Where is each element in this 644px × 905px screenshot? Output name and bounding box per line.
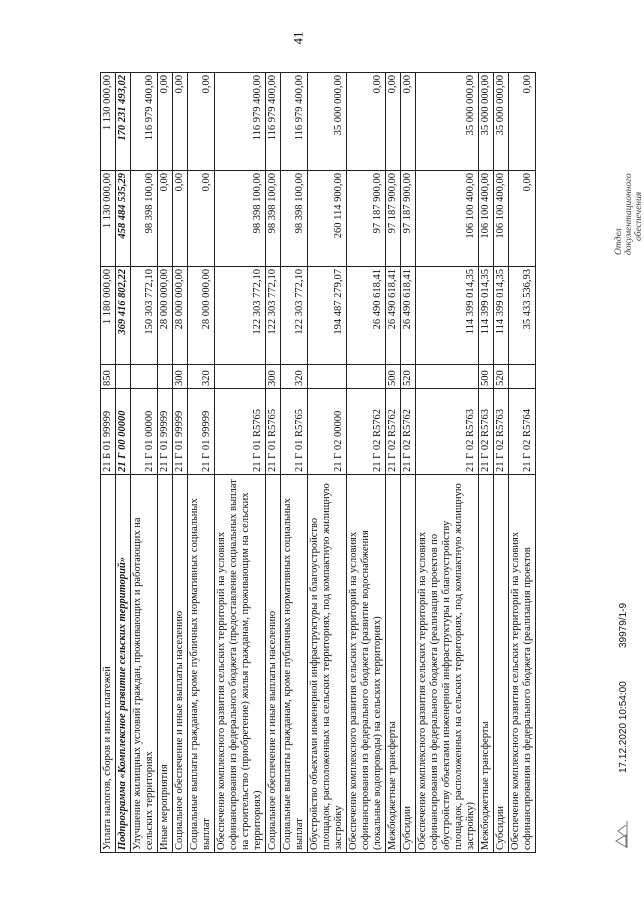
row-code-cell: 21 Г 01 00000	[131, 389, 158, 475]
row-amount-2023-cell: 0,00	[509, 73, 536, 171]
row-amount-2022-cell: 98 398 100,00	[215, 171, 266, 267]
row-expense-type-cell: 520	[494, 365, 509, 389]
row-amount-2021-cell: 122 303 772,10	[266, 267, 281, 365]
row-code-cell: 21 Г 01 99999	[173, 389, 188, 475]
table-row	[308, 73, 347, 853]
row-expense-type-cell: 320	[281, 365, 308, 389]
row-amount-2022-cell: 97 187 900,00	[347, 171, 386, 267]
table-row	[416, 73, 479, 853]
row-name-cell: Социальное обеспечение и иные выплаты населению	[173, 475, 188, 853]
row-amount-2021-cell: 369 416 802,22	[116, 267, 131, 365]
row-code-cell: 21 Г 02 R5762	[347, 389, 386, 475]
row-code-cell: 21 Г 00 00000	[116, 389, 131, 475]
row-name-cell: Межбюджетные трансферты	[479, 475, 494, 853]
row-name-cell: Социальные выплаты гражданам, кроме публичных нормативных социальных выплат	[281, 475, 308, 853]
row-code-cell: 21 Г 02 00000	[308, 389, 347, 475]
row-expense-type-cell: 300	[173, 365, 188, 389]
row-amount-2023-cell: 35 000 000,00	[416, 73, 479, 171]
rotated-page-content	[100, 73, 644, 853]
row-amount-2022-cell: 98 398 100,00	[281, 171, 308, 267]
row-amount-2023-cell: 0,00	[173, 73, 188, 171]
table-row	[173, 73, 188, 853]
table-row	[401, 73, 416, 853]
row-name-cell: Уплата налогов, сборов и иных платежей	[101, 475, 116, 853]
table-row	[509, 73, 536, 853]
row-amount-2023-cell: 1 130 000,00	[101, 73, 116, 171]
row-code-cell: 21 Г 02 R5764	[509, 389, 536, 475]
row-amount-2022-cell: 98 398 100,00	[266, 171, 281, 267]
row-expense-type-cell: 500	[386, 365, 401, 389]
row-name-cell: Социальные выплаты гражданам, кроме публичных нормативных социальных выплат	[188, 475, 215, 853]
row-code-cell: 21 Г 02 R5763	[479, 389, 494, 475]
footer-doc-id: 39979/1-9	[618, 602, 629, 648]
budget-table-body	[101, 73, 536, 853]
row-amount-2023-cell: 35 000 000,00	[494, 73, 509, 171]
row-name-cell: Субсидии	[401, 475, 416, 853]
row-code-cell: 21 Г 02 R5762	[386, 389, 401, 475]
row-expense-type-cell	[416, 365, 479, 389]
row-amount-2023-cell: 116 979 400,00	[266, 73, 281, 171]
row-amount-2023-cell: 0,00	[347, 73, 386, 171]
row-amount-2022-cell: 458 484 535,29	[116, 171, 131, 267]
row-amount-2022-cell: 97 187 900,00	[386, 171, 401, 267]
row-code-cell: 21 Б 01 99999	[101, 389, 116, 475]
row-amount-2021-cell: 26 490 618,41	[386, 267, 401, 365]
footer-timestamp: 17.12.2020 10:54:00	[618, 681, 629, 773]
row-amount-2021-cell: 28 000 000,00	[188, 267, 215, 365]
row-amount-2023-cell: 0,00	[401, 73, 416, 171]
table-row	[266, 73, 281, 853]
row-amount-2021-cell: 28 000 000,00	[173, 267, 188, 365]
row-name-cell: Улучшение жилищных условий граждан, проживающих и работающих на сельских территориях	[131, 475, 158, 853]
row-amount-2021-cell: 28 000 000,00	[158, 267, 173, 365]
row-amount-2021-cell: 122 303 772,10	[215, 267, 266, 365]
row-code-cell: 21 Г 02 R5763	[494, 389, 509, 475]
row-name-cell: Подпрограмма «Комплексное развитие сельских территорий»	[116, 475, 131, 853]
department-line-1: Отдел документационного	[614, 173, 634, 255]
table-row	[347, 73, 386, 853]
row-amount-2023-cell: 116 979 400,00	[281, 73, 308, 171]
row-expense-type-cell	[158, 365, 173, 389]
row-amount-2021-cell: 114 399 014,35	[479, 267, 494, 365]
row-amount-2021-cell: 114 399 014,35	[416, 267, 479, 365]
page-number: 41	[290, 31, 306, 45]
table-row	[386, 73, 401, 853]
row-amount-2021-cell: 26 490 618,41	[401, 267, 416, 365]
row-amount-2023-cell: 35 000 000,00	[308, 73, 347, 171]
row-code-cell: 21 Г 02 R5763	[416, 389, 479, 475]
row-expense-type-cell	[308, 365, 347, 389]
row-amount-2022-cell: 0,00	[158, 171, 173, 267]
row-name-cell: Субсидии	[494, 475, 509, 853]
row-amount-2022-cell: 0,00	[173, 171, 188, 267]
row-code-cell: 21 Г 01 99999	[188, 389, 215, 475]
row-amount-2021-cell: 114 399 014,35	[494, 267, 509, 365]
row-expense-type-cell: 320	[188, 365, 215, 389]
row-name-cell: Обеспечение комплексного развития сельских территорий на условиях софинансирования из федерального бюджета (реализация проектов по обустройству объектами инженерной инфраструктуры и благоустройству площадок, расположенных на сельских территориях, под компактную жилищную застройку)	[416, 475, 479, 853]
row-name-cell: Обеспечение комплексного развития сельских территорий на условиях софинансирования из федерального бюджета (предоставление социальных выплат на строительство (приобретение) жилья гражданам, проживающим на сельских территориях)	[215, 475, 266, 853]
row-amount-2023-cell: 0,00	[188, 73, 215, 171]
row-expense-type-cell	[347, 365, 386, 389]
table-row	[131, 73, 158, 853]
row-expense-type-cell	[509, 365, 536, 389]
row-amount-2023-cell: 35 000 000,00	[479, 73, 494, 171]
row-name-cell: Обустройство объектами инженерной инфраструктуры и благоустройство площадок, расположенных на сельских территориях, под компактную жилищную застройку	[308, 475, 347, 853]
row-amount-2021-cell: 35 433 536,93	[509, 267, 536, 365]
row-expense-type-cell: 850	[101, 365, 116, 389]
row-expense-type-cell	[131, 365, 158, 389]
row-amount-2023-cell: 0,00	[158, 73, 173, 171]
row-name-cell: Межбюджетные трансферты	[386, 475, 401, 853]
row-amount-2021-cell: 150 303 772,10	[131, 267, 158, 365]
row-amount-2022-cell: 260 114 900,00	[308, 171, 347, 267]
row-name-cell: Иные мероприятия	[158, 475, 173, 853]
row-amount-2022-cell: 0,00	[188, 171, 215, 267]
row-amount-2021-cell: 26 490 618,41	[347, 267, 386, 365]
footer-department	[614, 145, 644, 255]
department-line-2: обеспечения	[634, 191, 644, 241]
row-amount-2022-cell: 106 100 400,00	[479, 171, 494, 267]
row-name-cell: Социальное обеспечение и иные выплаты населению	[266, 475, 281, 853]
table-row	[494, 73, 509, 853]
row-amount-2021-cell: 194 487 279,07	[308, 267, 347, 365]
row-amount-2022-cell: 97 187 900,00	[401, 171, 416, 267]
row-amount-2022-cell: 0,00	[509, 171, 536, 267]
row-amount-2022-cell: 98 398 100,00	[131, 171, 158, 267]
row-code-cell: 21 Г 01 R5765	[215, 389, 266, 475]
row-code-cell: 21 Г 01 99999	[158, 389, 173, 475]
budget-table	[100, 72, 536, 853]
emblem-icon	[612, 819, 628, 849]
row-code-cell: 21 Г 01 R5765	[281, 389, 308, 475]
table-row	[281, 73, 308, 853]
row-amount-2023-cell: 0,00	[386, 73, 401, 171]
row-amount-2022-cell: 106 100 400,00	[416, 171, 479, 267]
table-row	[188, 73, 215, 853]
row-code-cell: 21 Г 01 R5765	[266, 389, 281, 475]
table-row	[479, 73, 494, 853]
row-amount-2022-cell: 1 130 000,00	[101, 171, 116, 267]
table-row	[158, 73, 173, 853]
row-expense-type-cell: 300	[266, 365, 281, 389]
row-name-cell: Обеспечение комплексного развития сельских территорий на условиях софинансирования из федерального бюджета (реализация проектов	[509, 475, 536, 853]
row-expense-type-cell: 520	[401, 365, 416, 389]
row-amount-2021-cell: 1 180 000,00	[101, 267, 116, 365]
table-row	[215, 73, 266, 853]
row-expense-type-cell: 500	[479, 365, 494, 389]
row-amount-2023-cell: 116 979 400,00	[131, 73, 158, 171]
row-expense-type-cell	[215, 365, 266, 389]
row-amount-2021-cell: 122 303 772,10	[281, 267, 308, 365]
row-code-cell: 21 Г 02 R5762	[401, 389, 416, 475]
row-name-cell: Обеспечение комплексного развития сельских территорий на условиях софинансирования из федерального бюджета (развитие водоснабжения (локальные водопроводы) на сельских территориях)	[347, 475, 386, 853]
row-amount-2023-cell: 170 231 493,02	[116, 73, 131, 171]
row-amount-2022-cell: 106 100 400,00	[494, 171, 509, 267]
row-amount-2023-cell: 116 979 400,00	[215, 73, 266, 171]
